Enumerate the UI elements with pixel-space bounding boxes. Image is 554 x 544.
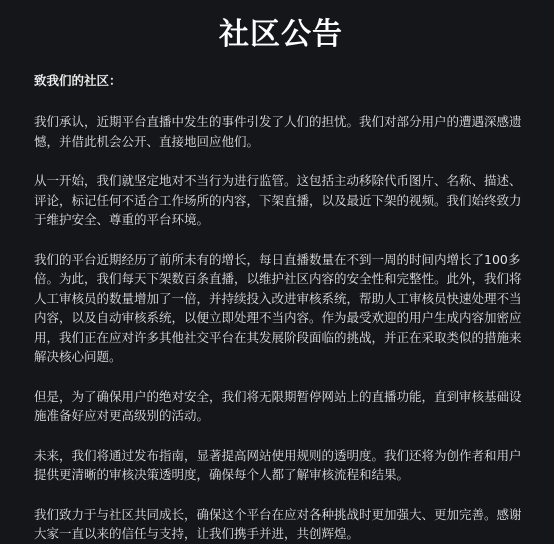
- greeting-heading: 致我们的社区：: [34, 73, 122, 88]
- page-title: 社区公告: [219, 17, 343, 52]
- paragraph-growth: 我们的平台近期经历了前所未有的增长，每日直播数量在不到一周的时间内增长了100多倍。为此，我们每天下架数百条直播，以维护社区内容的安全性和完整性。此外，我们将人工审核员的数量增加了一倍，并持续投入改进审核系统，帮助人工审核员快速处理不当内容，以及自动审核系统，以便立即处理不当内容。作为最受欢迎的用户生成内容加密应用，我们正在应对许多其他社交平台在其发展阶段面临的挑战，并正在采取类似的措施来解决核心问题。: [34, 251, 522, 364]
- paragraph-moderation: 从一开始，我们就坚定地对不当行为进行监管。这包括主动移除代币图片、名称、描述、评论，标记任何不适合工作场所的内容，下架直播，以及最近下架的视频。我们始终致力于维护安全、尊重的平台环境。: [34, 173, 522, 227]
- paragraph-acknowledgement: 我们承认，近期平台直播中发生的事件引发了人们的担忧。我们对部分用户的遭遇深感遗憾，并借此机会公开、直接地回应他们。: [34, 114, 522, 149]
- paragraph-transparency: 未来，我们将通过发布指南，显著提高网站使用规则的透明度。我们还将为创作者和用户提供更清晰的审核决策透明度，确保每个人都了解审核流程和结果。: [34, 447, 522, 482]
- paragraph-closing: 我们致力于与社区共同成长，确保这个平台在应对各种挑战时更加强大、更加完善。感谢大家一直以来的信任与支持，让我们携手并进，共创辉煌。: [34, 506, 522, 541]
- paragraph-suspension: 但是，为了确保用户的绝对安全，我们将无限期暂停网站上的直播功能，直到审核基础设施准备好应对更高级别的活动。: [34, 388, 522, 423]
